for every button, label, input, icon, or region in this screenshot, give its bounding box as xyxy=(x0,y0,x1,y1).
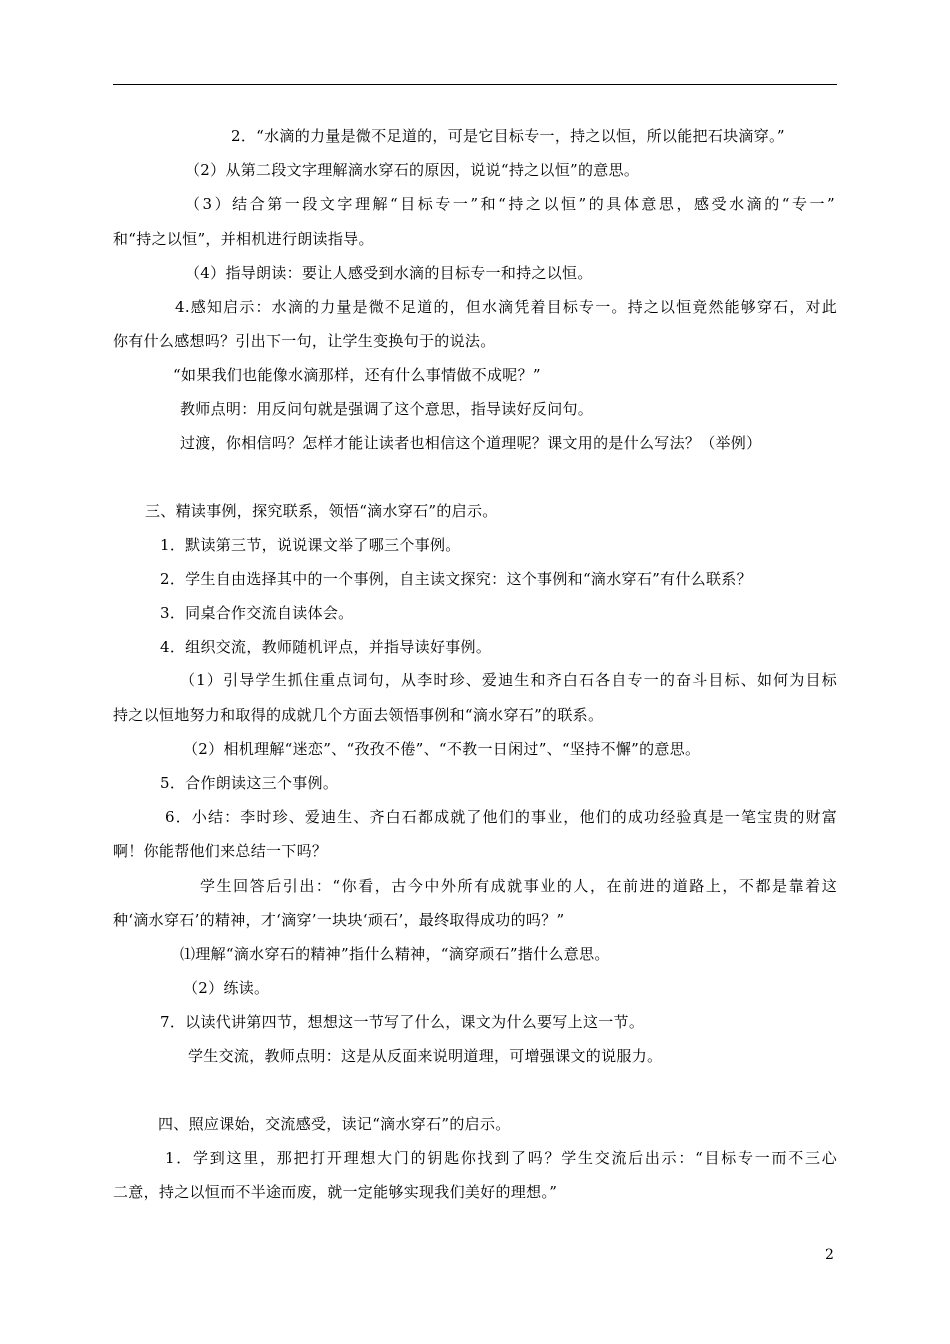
text-line: （2）从第二段文字理解滴水穿石的原因，说说“持之以恒”的意思。 xyxy=(185,161,640,179)
text-line: 你有什么感想吗？引出下一句，让学生变换句于的说法。 xyxy=(113,332,496,350)
text-line: （4）指导朗读：要让人感受到水滴的目标专一和持之以恒。 xyxy=(185,264,593,282)
text-line: 持之以恒地努力和取得的成就几个方面去领悟事例和“滴水穿石”的联系。 xyxy=(113,706,604,724)
text-line: 2．“水滴的力量是微不足道的，可是它目标专一，持之以恒，所以能把石块滴穿。” xyxy=(231,127,785,145)
text-line: （3）结合第一段文字理解“目标专一”和“持之以恒”的具体意思，感受水滴的“专一” xyxy=(185,195,835,213)
text-line: 学生交流，教师点明：这是从反面来说明道理，可增强课文的说服力。 xyxy=(188,1047,663,1065)
text-line: （2）相机理解“迷恋”、“孜孜不倦”、“不教一日闲过”、“坚持不懈”的意思。 xyxy=(183,740,701,758)
text-line: （1）引导学生抓住重点词句，从李时珍、爱迪生和齐白石各自专一的奋斗目标、如何为目标 xyxy=(180,671,837,689)
section-heading: 三、精读事例，探究联系，领悟“滴水穿石”的启示。 xyxy=(145,502,498,520)
text-line: 3．同桌合作交流自读体会。 xyxy=(160,604,354,622)
text-line: 种‘滴水穿石’的精神，才‘滴穿’一块块‘顽石’，最终取得成功的吗？” xyxy=(113,911,565,929)
text-line: ⑴理解“滴水穿石的精神”指什么精神，“滴穿顽石”揩什么意思。 xyxy=(180,945,610,963)
text-line: 7．以读代讲第四节，想想这一节写了什么，课文为什么要写上这一节。 xyxy=(160,1013,645,1031)
text-line: 啊！你能帮他们来总结一下吗？ xyxy=(113,842,328,860)
text-line: 过渡，你相信吗？怎样才能让读者也相信这个道理呢？课文用的是什么写法？（举例） xyxy=(180,434,762,452)
page-number: 2 xyxy=(825,1247,834,1263)
section-heading: 四、照应课始，交流感受，读记“滴水穿石”的启示。 xyxy=(158,1115,511,1133)
text-line: 4.感知启示：水滴的力量是微不足道的，但水滴凭着目标专一。持之以恒竟然能够穿石，对此 xyxy=(175,298,837,316)
text-line: 6．小结：李时珍、爱迪生、齐白石都成就了他们的事业，他们的成功经验真是一笔宝贵的财富 xyxy=(165,808,837,826)
text-line: 2．学生自由选择其中的一个事例，自主读文探究：这个事例和“滴水穿石”有什么联系？ xyxy=(160,570,752,588)
text-line: “如果我们也能像水滴那样，还有什么事情做不成呢？” xyxy=(173,366,541,384)
text-line: 和“持之以恒”，并相机进行朗读指导。 xyxy=(113,230,374,248)
text-line: 1．学到这里，那把打开理想大门的钥匙你找到了吗？学生交流后出示：“目标专一而不三心 xyxy=(165,1149,837,1167)
text-line: 二意，持之以恒而不半途而废，就一定能够实现我们美好的理想。” xyxy=(113,1183,558,1201)
text-line: 1．默读第三节，说说课文举了哪三个事例。 xyxy=(160,536,461,554)
text-line: 5．合作朗读这三个事例。 xyxy=(160,774,339,792)
header-rule xyxy=(113,84,837,85)
text-line: 4．组织交流，教师随机评点，并指导读好事例。 xyxy=(160,638,492,656)
text-line: 学生回答后引出：“你看，古今中外所有成就事业的人，在前进的道路上，不都是靠着这 xyxy=(200,877,837,895)
text-line: （2）练读。 xyxy=(183,979,270,997)
text-line: 教师点明：用反问句就是强调了这个意思，指导读好反问句。 xyxy=(180,400,594,418)
